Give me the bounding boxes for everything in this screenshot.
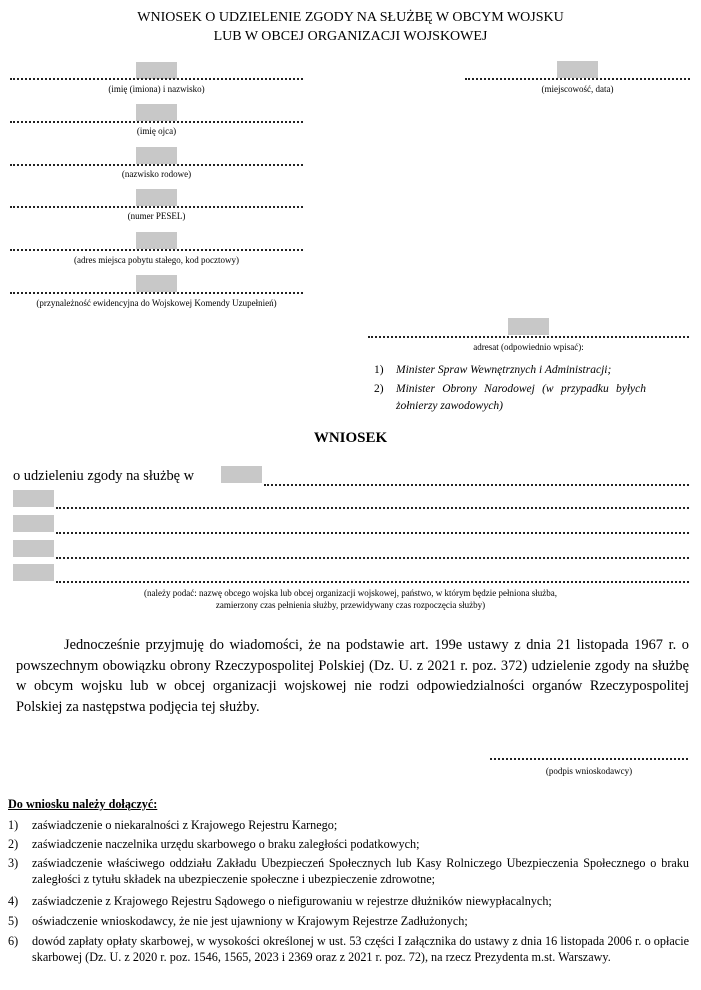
option-text: Minister Obrony Narodowej (w przypadku byłych żołnierzy zawodowych) bbox=[396, 383, 646, 412]
field-label: (miejscowość, data) bbox=[541, 84, 614, 94]
dotted-line bbox=[56, 507, 689, 509]
dotted-line bbox=[10, 249, 303, 251]
field-label: (numer PESEL) bbox=[127, 211, 186, 221]
redacted-value bbox=[13, 540, 54, 557]
field-label: (imię (imiona) i nazwisko) bbox=[108, 84, 205, 94]
addressee-option-2 bbox=[374, 381, 646, 417]
field-label: (podpis wnioskodawcy) bbox=[545, 766, 633, 776]
item-number: 2) bbox=[8, 837, 19, 851]
item-text: zaświadczenie o niekaralności z Krajowego Rejestru Karnego; bbox=[32, 818, 338, 832]
redacted-value bbox=[557, 61, 598, 78]
item-text: zaświadczenie z Krajowego Rejestru Sądowego o niefigurowaniu w rejestrze dłużników niewypłacalnych; bbox=[32, 894, 552, 908]
item-number: 4) bbox=[8, 894, 19, 908]
item-text: zaświadczenie naczelnika urzędu skarbowego o braku zaległości podatkowych; bbox=[32, 837, 420, 851]
dotted-line bbox=[56, 581, 689, 583]
item-text: dowód zapłaty opłaty skarbowej, w wysokości określonej w ust. 53 części I załącznika do ustawy z dnia 16 listopada 2006 r. o opłacie skarbowej (Dz. U. z 2020 r. poz. 1546, 1565, 2023 i 2369 oraz z 2021 r. poz. 72), na rzecz Prezydenta m.st. Warszawy. bbox=[32, 934, 689, 964]
attachment-item-1 bbox=[8, 817, 689, 833]
field-label: (nazwisko rodowe) bbox=[121, 169, 192, 179]
option-number: 2) bbox=[374, 383, 384, 395]
dotted-line bbox=[264, 484, 689, 486]
field-label: (adres miejsca pobytu stałego, kod pocztowy) bbox=[74, 255, 239, 265]
option-number: 1) bbox=[374, 364, 384, 376]
attachment-item-5 bbox=[8, 913, 689, 929]
form-title-line2: LUB W OBCEJ ORGANIZACJI WOJSKOWEJ bbox=[213, 29, 488, 44]
attachment-item-2 bbox=[8, 836, 689, 852]
declaration-paragraph: Jednocześnie przyjmuję do wiadomości, że na podstawie art. 199e ustawy z dnia 21 listopada 1967 r. o powszechnym obowiązku obrony Rzeczypospolitej Polskiej (Dz. U. z 2021 r. poz. 372) udzielenie zgody na służbę w obcym wojsku lub w obcej organizacji wojskowej nie rodzi odpowiedzialności organów Rzeczypospolitej Polskiej za następstwa podjęcia tej służby. bbox=[16, 637, 689, 715]
field-label: (przynależność ewidencyjna do Wojskowej Komendy Uzupełnień) bbox=[36, 298, 277, 308]
redacted-value bbox=[136, 232, 177, 249]
dotted-line bbox=[10, 164, 303, 166]
redacted-value bbox=[136, 147, 177, 164]
redacted-value bbox=[136, 275, 177, 292]
dotted-line bbox=[465, 78, 690, 80]
item-number: 6) bbox=[8, 934, 19, 948]
attachment-item-4 bbox=[8, 893, 689, 909]
dotted-line bbox=[10, 121, 303, 123]
redacted-value bbox=[136, 189, 177, 206]
field-label: (imię ojca) bbox=[136, 126, 177, 136]
dotted-line bbox=[10, 78, 303, 80]
form-title-line1: WNIOSEK O UDZIELENIE ZGODY NA SŁUŻBĘ W OBCYM WOJSKU bbox=[137, 10, 564, 25]
redacted-value bbox=[13, 490, 54, 507]
item-number: 5) bbox=[8, 914, 19, 928]
dotted-line bbox=[490, 758, 688, 760]
item-number: 1) bbox=[8, 818, 19, 832]
request-hint-line2: zamierzony czas pełnienia służby, przewidywany czas rozpoczęcia służby) bbox=[215, 600, 486, 610]
redacted-value bbox=[13, 564, 54, 581]
redacted-value bbox=[13, 515, 54, 532]
dotted-line bbox=[56, 532, 689, 534]
item-number: 3) bbox=[8, 856, 19, 870]
item-text: oświadczenie wnioskodawcy, że nie jest ujawniony w Krajowym Rejestrze Zadłużonych; bbox=[32, 914, 468, 928]
attachments-heading: Do wniosku należy dołączyć: bbox=[8, 797, 158, 811]
dotted-line bbox=[368, 336, 689, 338]
option-text: Minister Spraw Wewnętrznych i Administracji; bbox=[396, 364, 612, 376]
request-line-prefix: o udzieleniu zgody na służbę w bbox=[13, 468, 195, 484]
dotted-line bbox=[10, 292, 303, 294]
redacted-value bbox=[221, 466, 262, 483]
request-hint-line1: (należy podać: nazwę obcego wojska lub obcej organizacji wojskowej, państwo, w którym będzie pełniona służba, bbox=[144, 588, 557, 598]
item-text: zaświadczenie właściwego oddziału Zakładu Ubezpieczeń Społecznych lub Kasy Rolniczego Ubezpieczenia Społecznego o braku zaległości z tytułu składek na ubezpieczenie społeczne i ubezpieczenie zdrowotne; bbox=[32, 856, 689, 886]
attachment-item-6 bbox=[8, 933, 689, 983]
dotted-line bbox=[10, 206, 303, 208]
redacted-value bbox=[508, 318, 549, 335]
attachment-item-3 bbox=[8, 855, 689, 887]
addressee-option-1 bbox=[374, 362, 646, 380]
field-label: adresat (odpowiednio wpisać): bbox=[473, 342, 584, 352]
redacted-value bbox=[136, 104, 177, 121]
redacted-value bbox=[136, 62, 177, 79]
dotted-line bbox=[56, 557, 689, 559]
request-heading: WNIOSEK bbox=[313, 430, 388, 446]
